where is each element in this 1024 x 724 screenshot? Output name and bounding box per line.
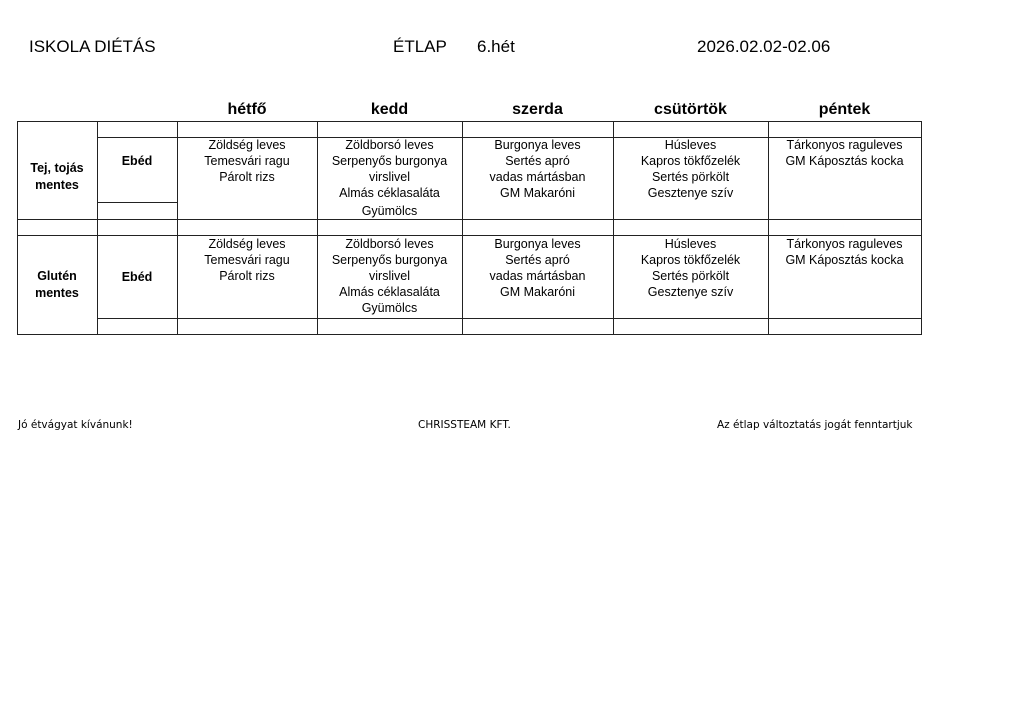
row-line [97,137,922,138]
menu-item: Temesvári ragu [204,253,290,267]
section-2-monday-menu [177,236,317,284]
day-header-thursday: csütörtök [654,101,727,118]
menu-item: Kapros tökfőzelék [640,253,741,267]
day-header-monday: hétfő [227,101,267,118]
menu-item: Zöldség leves [208,237,286,251]
menu-item: Sertés apró [505,253,570,267]
menu-item: Gesztenye szív [647,285,734,299]
week-label: 6.hét [477,37,515,56]
table-border-left [17,121,18,335]
column-divider [317,121,318,335]
table-border-right [921,121,922,335]
menu-item: Burgonya leves [494,237,581,251]
table-border-top [17,121,922,122]
menu-item: Sertés pörkölt [651,170,730,184]
menu-item: vadas mártásban [489,269,586,283]
menu-item: Almás céklasaláta [339,186,440,200]
section-2-wednesday-menu [462,236,613,300]
menu-item: Serpenyős burgonya [331,253,448,267]
day-header-wednesday: szerda [512,101,563,118]
column-divider [97,121,98,335]
section-2-friday-menu [768,236,921,268]
menu-item: Párolt rizs [219,269,275,283]
table-border-bottom [17,334,922,335]
menu-item: Zöldborsó leves [345,237,434,251]
section-2-label-line1: Glutén [37,269,77,283]
menu-item: Temesvári ragu [204,154,290,168]
column-divider [462,121,463,335]
menu-item: Burgonya leves [494,138,581,152]
day-header-friday: péntek [818,101,871,118]
column-divider [768,121,769,335]
menu-item: vadas mártásban [489,170,586,184]
section-1-wednesday-menu [462,137,613,201]
menu-item: Zöldség leves [208,138,286,152]
menu-item: Gyümölcs [361,204,418,218]
section-1-meal: Ebéd [121,154,153,168]
menu-item: Húsleves [664,237,717,251]
section-1-thursday-menu [613,137,768,201]
menu-item: Zöldborsó leves [345,138,434,152]
row-line [97,202,178,203]
menu-item: Sertés apró [505,154,570,168]
section-1-friday-menu [768,137,921,169]
menu-item: Párolt rizs [219,170,275,184]
column-divider [177,121,178,335]
footer-disclaimer: Az étlap változtatás jogát fenntartjuk [717,419,913,431]
section-divider [17,235,922,236]
day-header-tuesday: kedd [370,101,409,118]
menu-item: GM Káposztás kocka [785,154,904,168]
menu-item: Tárkonyos raguleves [786,138,903,152]
menu-item: Gesztenye szív [647,186,734,200]
menu-item: Gyümölcs [361,301,418,315]
menu-item: Sertés pörkölt [651,269,730,283]
section-2-label-line2: mentes [35,286,79,300]
menu-item: Tárkonyos raguleves [786,237,903,251]
date-range: 2026.02.02-02.06 [697,37,831,56]
section-2-label [17,268,97,302]
menu-item: GM Makaróni [499,285,576,299]
column-divider [613,121,614,335]
section-1-tuesday-menu [317,137,462,219]
section-1-label-line1: Tej, tojás [30,161,84,175]
section-1-monday-menu [177,137,317,185]
row-line [97,318,922,319]
menu-title: ÉTLAP [393,37,447,56]
school-title: ISKOLA DIÉTÁS [29,37,156,56]
footer-company: CHRISSTEAM KFT. [418,419,511,431]
section-2-thursday-menu [613,236,768,300]
menu-item: Húsleves [664,138,717,152]
section-2-meal: Ebéd [121,270,153,284]
footer-greeting: Jó étvágyat kívánunk! [18,419,133,431]
section-1-label-line2: mentes [35,178,79,192]
section-1-label [17,160,97,194]
section-2-tuesday-menu [317,236,462,316]
menu-item: GM Káposztás kocka [785,253,904,267]
section-divider-upper [17,219,922,220]
menu-item: virslivel [369,269,410,283]
menu-item: GM Makaróni [499,186,576,200]
menu-item: Kapros tökfőzelék [640,154,741,168]
menu-item: Serpenyős burgonya [331,154,448,168]
menu-item: Almás céklasaláta [339,285,440,299]
menu-item: virslivel [369,170,410,184]
